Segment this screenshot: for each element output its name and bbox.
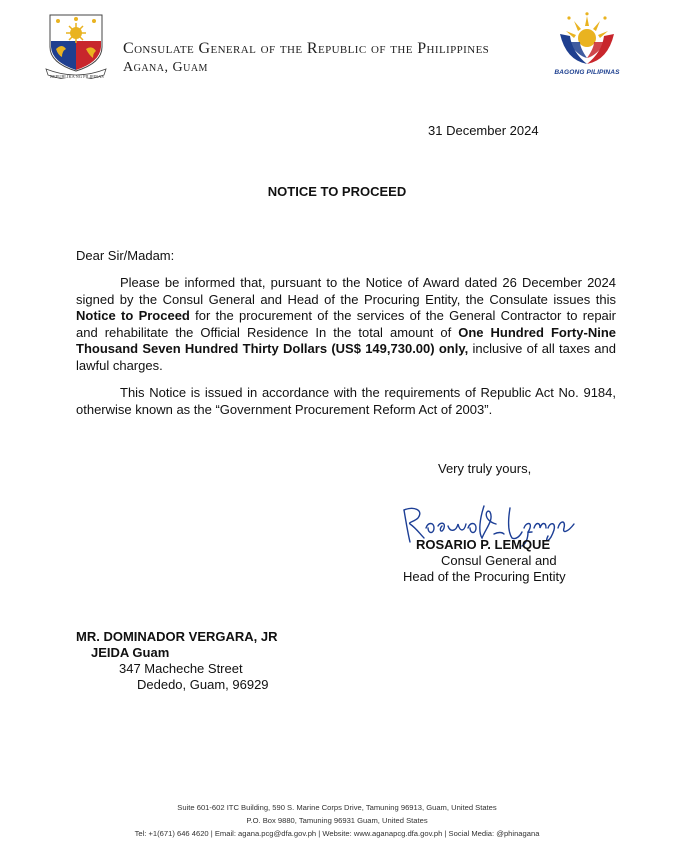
seal-ribbon-text xyxy=(48,67,106,79)
office-location: Agana, Guam xyxy=(123,60,208,75)
paragraph-1 xyxy=(76,275,616,375)
salutation: Dear Sir/Madam: xyxy=(76,248,175,263)
paragraph-1-bold-b: One Hundred Forty-Nine Thousand Seven Hundred Thirty Dollars (US$ 149,730.00) only, xyxy=(76,324,616,357)
footer-line-2: P.O. Box 9880, Tamuning 96931 Guam, United States xyxy=(246,816,428,825)
paragraph-1-text-a: Please be informed that, pursuant to the Notice of Award dated 26 December 2024 signed by the Consul General and Head of the Procuring Entity, the Consulate issues this xyxy=(76,275,616,307)
footer-line-1: Suite 601-602 ITC Building, 590 S. Marine Corps Drive, Tamuning 96913, Guam, United States xyxy=(177,803,497,812)
recipient-name: MR. DOMINADOR VERGARA, JR xyxy=(76,629,278,644)
seal-ribbon-label: REPUBLIKA NG PILIPINAS xyxy=(50,74,104,79)
signatory-title-1: Consul General and xyxy=(441,553,557,568)
office-title: Consulate General of the Republic of the Philippines xyxy=(123,40,490,57)
letter-title: NOTICE TO PROCEED xyxy=(267,184,407,199)
signatory-title-2: Head of the Procuring Entity xyxy=(403,569,566,584)
paragraph-2: This Notice is issued in accordance with the requirements of Republic Act No. 9184, otherwise known as the “Government Procurement Reform Act of 2003”. xyxy=(76,385,616,417)
bagong-pilipinas-label: BAGONG PILIPINAS xyxy=(554,69,620,76)
recipient-address-2: Dededo, Guam, 96929 xyxy=(137,677,269,692)
bagong-pilipinas-logo xyxy=(556,12,618,68)
letter-date: 31 December 2024 xyxy=(428,123,539,138)
closing: Very truly yours, xyxy=(438,461,532,476)
paragraph-1-text-c: inclusive of all taxes and lawful charges. xyxy=(76,341,616,373)
recipient-address-1: 347 Macheche Street xyxy=(119,661,243,676)
footer-line-3: Tel: +1(671) 646 4620 | Email: agana.pcg@dfa.gov.ph | Website: www.aganapcg.dfa.gov.ph | Social Media: @phinagana xyxy=(134,829,540,838)
signatory-name: ROSARIO P. LEMQUE xyxy=(416,537,551,552)
paragraph-1-text-b: for the procurement of the services of the General Contractor to repair and rehabilitate the Official Residence In the total amount of xyxy=(76,308,616,340)
paragraph-1-bold-a: Notice to Proceed xyxy=(76,308,190,324)
recipient-company: JEIDA Guam xyxy=(91,645,170,660)
